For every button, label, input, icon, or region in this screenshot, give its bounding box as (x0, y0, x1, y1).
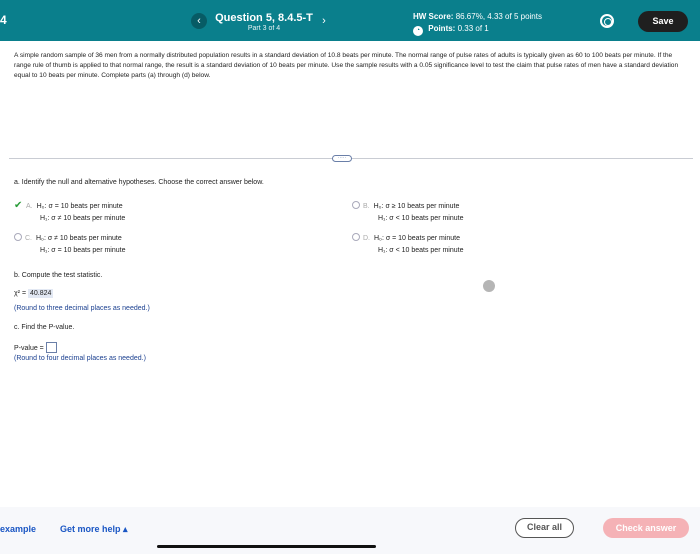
radio-button[interactable] (14, 233, 22, 241)
radio-button[interactable] (352, 233, 360, 241)
option-letter: C. (25, 235, 32, 242)
get-more-help-link[interactable]: Get more help ▴ (60, 524, 128, 534)
test-statistic-line (14, 290, 53, 297)
option-h0: H₀: σ = 10 beats per minute (36, 203, 123, 210)
divider-handle[interactable]: ····· (332, 155, 352, 162)
chevron-right-icon[interactable]: › (322, 15, 326, 27)
radio-button[interactable] (352, 201, 360, 209)
points-label: Points: (428, 24, 456, 33)
option-letter: D. (363, 235, 370, 242)
option-c[interactable] (14, 233, 125, 257)
pvalue-line (14, 342, 57, 353)
option-h0: H₀: σ = 10 beats per minute (374, 235, 461, 242)
hw-score-value: 86.67%, 4.33 of 5 points (455, 12, 542, 21)
chevron-left-icon[interactable]: ‹ (191, 13, 207, 29)
option-b[interactable] (352, 201, 463, 225)
cursor-dot (483, 280, 495, 292)
part-c-label: c. Find the P-value. (14, 324, 75, 331)
points (413, 24, 489, 36)
clear-all-button[interactable]: Clear all (515, 518, 574, 538)
top-bar (0, 0, 700, 41)
option-letter: B. (363, 203, 370, 210)
part-b-label: b. Compute the test statistic. (14, 272, 103, 279)
option-h0: H₀: σ ≥ 10 beats per minute (373, 203, 460, 210)
option-letter: A. (26, 203, 33, 210)
question-part: Part 3 of 4 (247, 25, 281, 32)
gear-icon[interactable] (600, 14, 614, 28)
option-h1: H₁: σ < 10 beats per minute (378, 215, 464, 222)
points-value: 0.33 of 1 (457, 24, 489, 33)
hw-score (413, 12, 542, 21)
option-h1: H₁: σ < 10 beats per minute (378, 247, 464, 254)
problem-statement: A simple random sample of 36 men from a normally distributed population results in a standard deviation of 10.8 beats per minute. The normal range of pulse rates of adults is typically given as 60 to 100 beats per minute. If the range rule of thumb is applied to that normal range, the result is a standard deviation of 10 beats per minute. Use the sample results with a 0.05 significance level to test the claim that pulse rates of men have a standard deviation equal to 10 beats per minute. Complete parts (a) through (d) below. (14, 52, 679, 79)
pvalue-label: P-value = (14, 345, 44, 352)
home-indicator (157, 545, 376, 548)
option-a[interactable] (14, 201, 125, 225)
check-answer-button[interactable]: Check answer (603, 518, 689, 538)
part-a-label: a. Identify the null and alternative hypotheses. Choose the correct answer below. (14, 179, 264, 186)
option-h0: H₀: σ ≠ 10 beats per minute (36, 235, 122, 242)
test-statistic-answer[interactable]: 40.824 (30, 290, 52, 297)
option-h1: H₁: σ = 10 beats per minute (40, 247, 126, 254)
question-title: Question 5, 8.4.5-T (215, 12, 313, 24)
rounding-hint: (Round to three decimal places as needed.) (14, 305, 150, 312)
points-icon: ◔ (413, 26, 423, 36)
option-h1: H₁: σ ≠ 10 beats per minute (40, 215, 126, 222)
checkmark-icon: ✔ (14, 200, 23, 211)
pvalue-input[interactable] (46, 342, 57, 353)
save-button[interactable]: Save (638, 11, 688, 32)
rounding-hint: (Round to four decimal places as needed.) (14, 355, 146, 362)
previous-question-number[interactable]: 4 (0, 13, 7, 27)
chi-square-symbol: χ² = (14, 290, 27, 297)
option-d[interactable] (352, 233, 463, 257)
view-example-link[interactable]: example (0, 524, 37, 534)
hw-score-label: HW Score: (413, 12, 454, 21)
